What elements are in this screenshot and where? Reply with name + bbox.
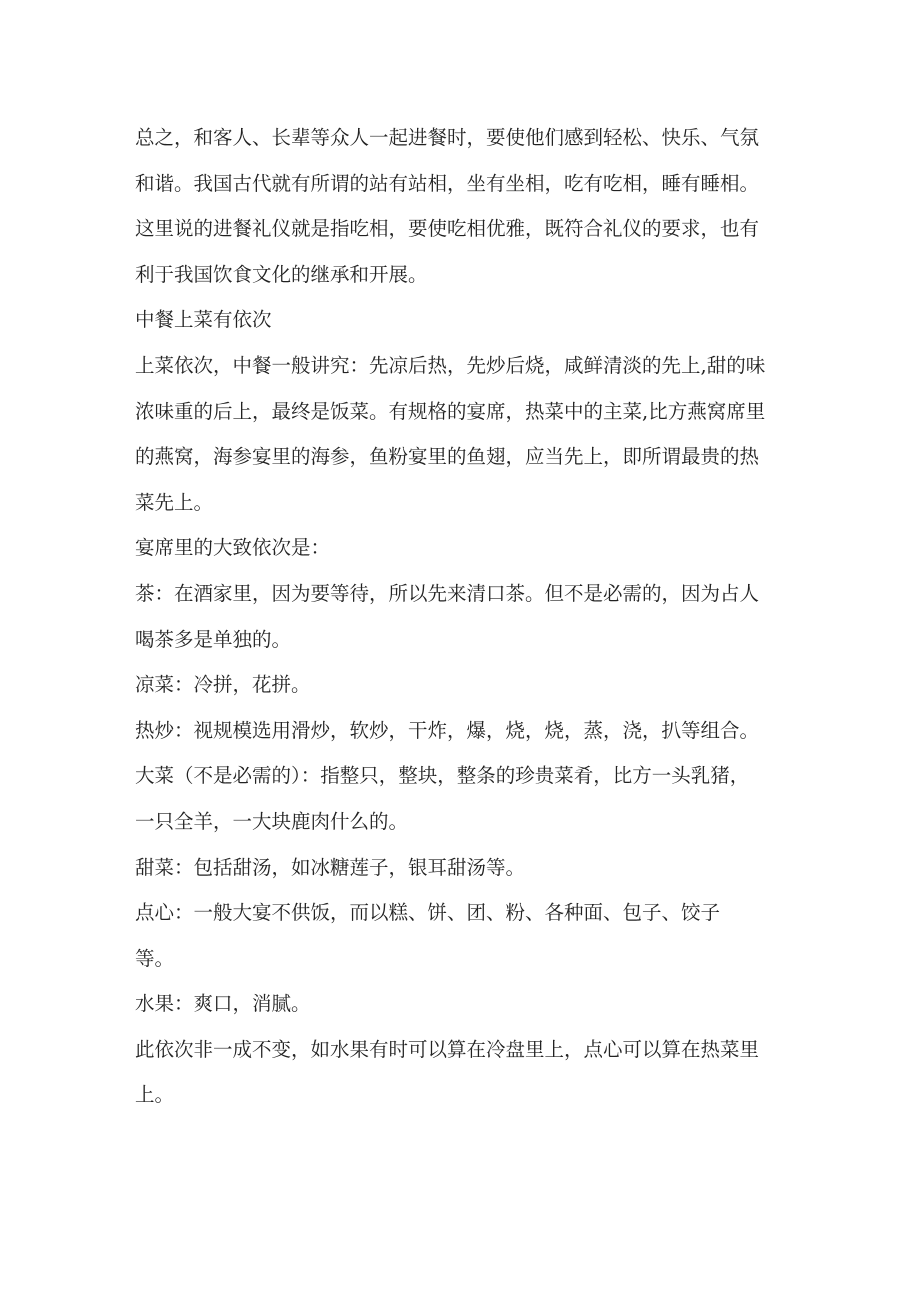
text-line: 浓味重的后上，最终是饭菜。有规格的宴席，热菜中的主菜,比方燕窝席里 [135,399,766,423]
text-line: 甜菜：包括甜汤，如冰糖莲子，银耳甜汤等。 [135,855,526,879]
section-heading [135,297,785,343]
list-item-fruit [135,981,785,1027]
paragraph-serving-order [135,343,785,525]
list-item-tea [135,571,785,662]
text-line: 点心：一般大宴不供饭，而以糕、饼、团、粉、各种面、包子、饺子 [135,901,721,925]
text-line: 和谐。我国古代就有所谓的站有站相，坐有坐相，吃有吃相，睡有睡相。 [135,171,760,195]
text-line: 这里说的进餐礼仪就是指吃相，要使吃相优雅，既符合礼仪的要求，也有 [135,217,760,241]
text-line: 利于我国饮食文化的继承和开展。 [135,262,428,286]
text-line: 上。 [135,1083,175,1107]
text-line: 此依次非一成不变，如水果有时可以算在冷盘里上，点心可以算在热菜里 [135,1037,760,1061]
text-line: 宴席里的大致依次是： [135,536,331,560]
text-line: 的燕窝，海参宴里的海参，鱼粉宴里的鱼翅，应当先上，即所谓最贵的热 [135,445,760,469]
paragraph-intro [135,115,785,297]
list-item-main-dishes [135,753,785,844]
document-body [135,115,785,1118]
text-line: 总之，和客人、长辈等众人一起进餐时，要使他们感到轻松、快乐、气氛 [135,126,760,149]
text-line: 热炒：视规模选用滑炒，软炒，干炸，爆，烧，烧，蒸，浇，扒等组合。 [135,718,760,742]
list-item-dim-sum [135,890,785,981]
text-line: 茶：在酒家里，因为要等待，所以先来清口茶。但不是必需的，因为占人 [135,581,760,605]
list-item-hot-stir-fry [135,708,785,754]
paragraph-banquet-order-intro [135,525,785,571]
list-item-sweet-dishes [135,845,785,891]
text-line: 中餐上菜有依次 [135,308,272,332]
text-line: 菜先上。 [135,490,214,514]
text-line: 水果：爽口，消腻。 [135,992,311,1016]
text-line: 凉菜：冷拼，花拼。 [135,673,311,697]
paragraph-closing-note [135,1027,785,1118]
text-line: 等。 [135,946,175,970]
text-line: 大菜（不是必需的）：指整只，整块，整条的珍贵菜肴，比方一头乳猪， [135,764,750,788]
list-item-cold-dishes [135,662,785,708]
text-line: 一只全羊，一大块鹿肉什么的。 [135,809,409,833]
text-line: 喝茶多是单独的。 [135,627,292,651]
text-line: 上菜依次，中餐一般讲究：先凉后热，先炒后烧，咸鲜清淡的先上,甜的味 [135,353,766,377]
